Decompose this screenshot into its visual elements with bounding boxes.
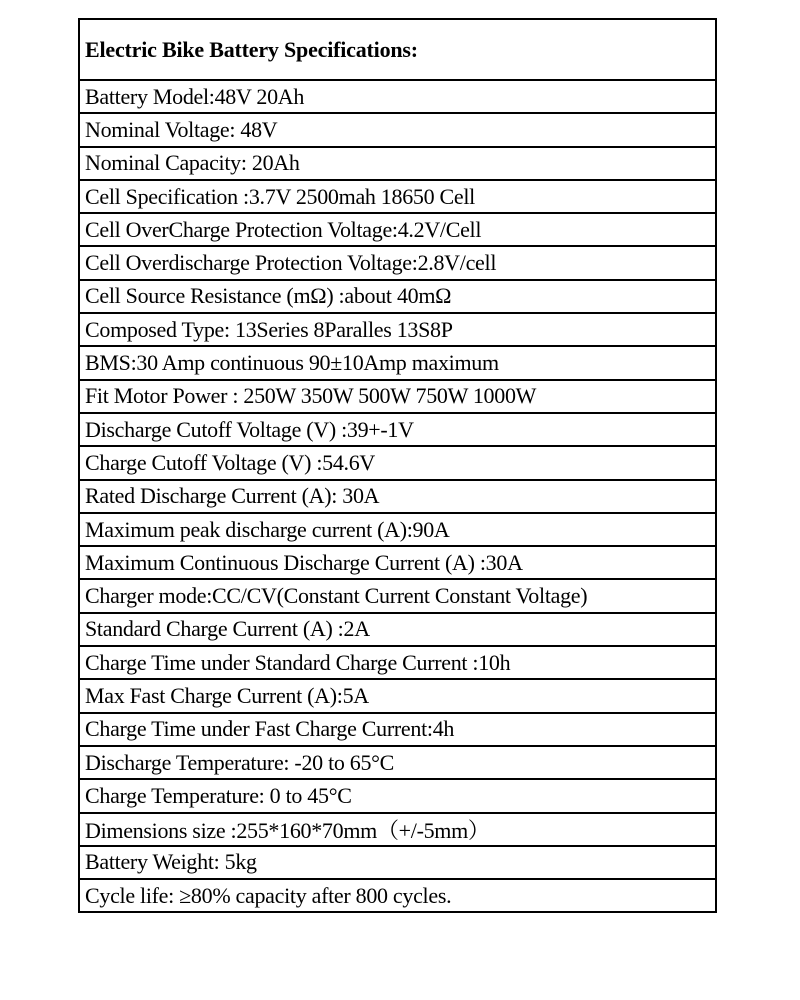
- spec-row: [79, 446, 716, 479]
- spec-row: [79, 213, 716, 246]
- table-title-row: [79, 19, 716, 80]
- spec-row: [79, 147, 716, 180]
- spec-row: [79, 613, 716, 646]
- spec-cell: Max Fast Charge Current (A):5A: [79, 679, 716, 712]
- spec-row: [79, 879, 716, 912]
- spec-row: [79, 180, 716, 213]
- spec-cell: Discharge Cutoff Voltage (V) :39+-1V: [79, 413, 716, 446]
- spec-row: [79, 813, 716, 846]
- spec-row: [79, 746, 716, 779]
- spec-row: [79, 80, 716, 113]
- spec-row: [79, 646, 716, 679]
- spec-cell: Fit Motor Power : 250W 350W 500W 750W 1000W: [79, 380, 716, 413]
- spec-cell: Charge Cutoff Voltage (V) :54.6V: [79, 446, 716, 479]
- spec-cell: Dimensions size :255*160*70mm（+/-5mm）: [79, 813, 716, 846]
- spec-row: [79, 313, 716, 346]
- spec-cell: Maximum peak discharge current (A):90A: [79, 513, 716, 546]
- spec-row: [79, 679, 716, 712]
- spec-cell: Cycle life: ≥80% capacity after 800 cycles.: [79, 879, 716, 912]
- spec-cell: Nominal Capacity: 20Ah: [79, 147, 716, 180]
- spec-cell: Cell Source Resistance (mΩ) :about 40mΩ: [79, 280, 716, 313]
- spec-row: [79, 480, 716, 513]
- spec-row: [79, 246, 716, 279]
- spec-row: [79, 779, 716, 812]
- spec-row: [79, 113, 716, 146]
- spec-cell: Charger mode:CC/CV(Constant Current Constant Voltage): [79, 579, 716, 612]
- spec-row: [79, 846, 716, 879]
- table-title: Electric Bike Battery Specifications:: [79, 19, 716, 80]
- spec-row: [79, 280, 716, 313]
- spec-cell: Composed Type: 13Series 8Paralles 13S8P: [79, 313, 716, 346]
- spec-row: [79, 546, 716, 579]
- spec-cell: BMS:30 Amp continuous 90±10Amp maximum: [79, 346, 716, 379]
- spec-cell: Standard Charge Current (A) :2A: [79, 613, 716, 646]
- spec-row: [79, 713, 716, 746]
- spec-cell: Discharge Temperature: -20 to 65°C: [79, 746, 716, 779]
- spec-row: [79, 380, 716, 413]
- spec-row: [79, 579, 716, 612]
- spec-cell: Battery Weight: 5kg: [79, 846, 716, 879]
- spec-row: [79, 413, 716, 446]
- spec-cell: Charge Temperature: 0 to 45°C: [79, 779, 716, 812]
- spec-cell: Rated Discharge Current (A): 30A: [79, 480, 716, 513]
- spec-cell: Charge Time under Standard Charge Current :10h: [79, 646, 716, 679]
- spec-cell: Nominal Voltage: 48V: [79, 113, 716, 146]
- spec-cell: Maximum Continuous Discharge Current (A) :30A: [79, 546, 716, 579]
- spec-row: [79, 346, 716, 379]
- spec-cell: Cell Overdischarge Protection Voltage:2.8V/cell: [79, 246, 716, 279]
- spec-cell: Battery Model:48V 20Ah: [79, 80, 716, 113]
- spec-cell: Cell OverCharge Protection Voltage:4.2V/Cell: [79, 213, 716, 246]
- spec-row: [79, 513, 716, 546]
- battery-spec-table: [78, 18, 717, 913]
- spec-cell: Cell Specification :3.7V 2500mah 18650 Cell: [79, 180, 716, 213]
- spec-cell: Charge Time under Fast Charge Current:4h: [79, 713, 716, 746]
